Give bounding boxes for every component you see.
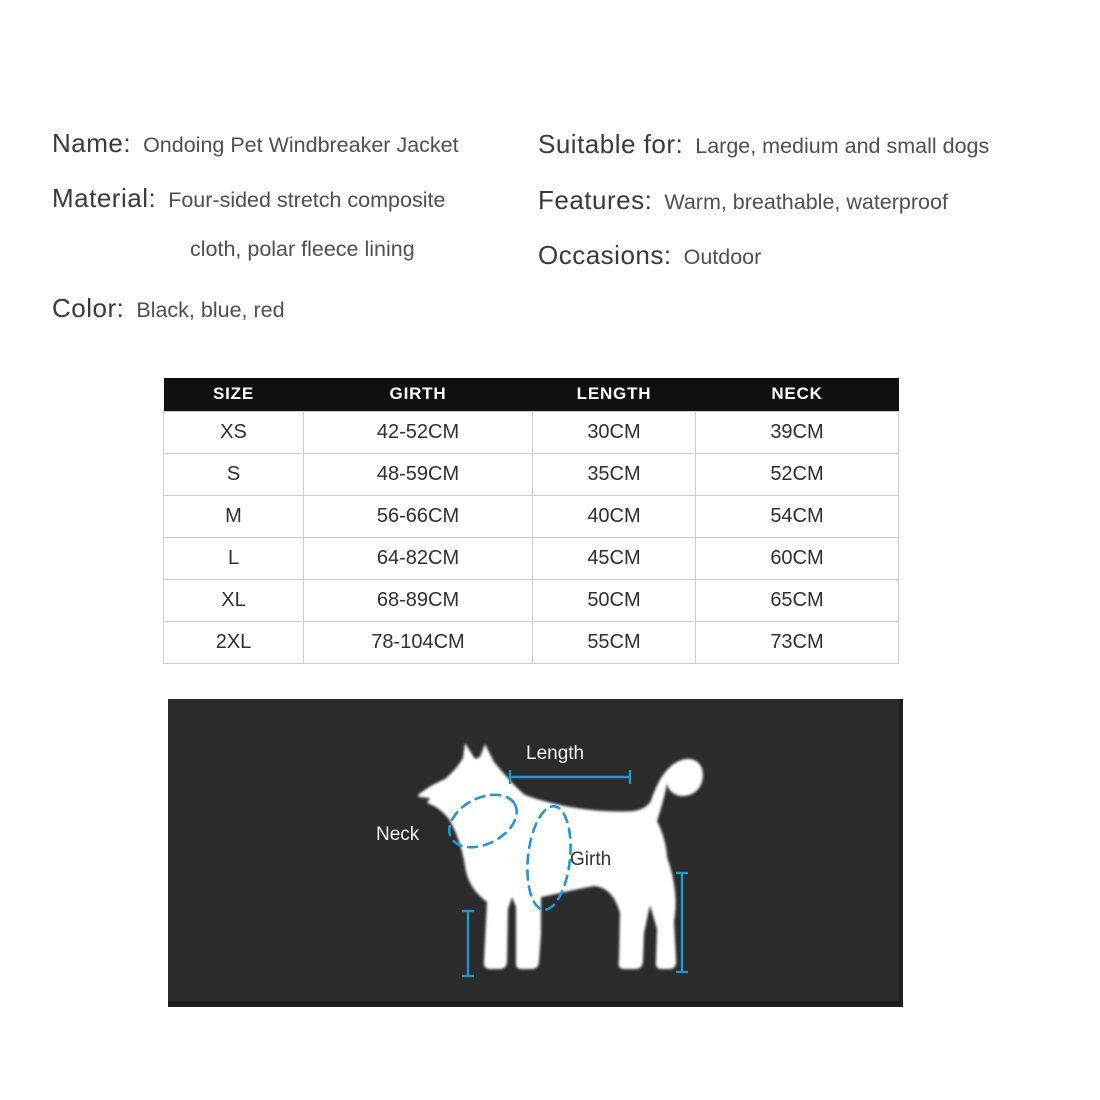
features-label: Features: [538, 185, 653, 215]
cell-girth: 48-59CM [304, 453, 533, 495]
neck-label: Neck [376, 824, 420, 845]
header-size: SIZE [164, 378, 304, 411]
cell-neck: 52CM [696, 453, 899, 495]
cell-length: 45CM [533, 537, 696, 579]
size-chart-table [163, 378, 899, 664]
cell-length: 55CM [533, 621, 696, 663]
material-label: Material: [52, 183, 157, 213]
cell-size: 2XL [164, 621, 304, 663]
material-value-line2: cloth, polar fleece lining [190, 237, 415, 261]
occasions-value: Outdoor [683, 245, 762, 269]
cell-size: S [164, 453, 304, 495]
color-label: Color: [52, 293, 125, 323]
table-row [164, 453, 899, 495]
features-value: Warm, breathable, waterproof [664, 190, 948, 214]
material-value-line1: Four-sided stretch composite [168, 188, 446, 212]
name-value: Ondoing Pet Windbreaker Jacket [143, 133, 459, 157]
cell-size: M [164, 495, 304, 537]
spec-row-name [52, 128, 459, 159]
suitable-for-label: Suitable for: [538, 129, 684, 159]
front-height-measure-line [462, 911, 474, 976]
cell-length: 35CM [533, 453, 696, 495]
cell-girth: 68-89CM [304, 579, 533, 621]
cell-neck: 65CM [696, 579, 899, 621]
name-label: Name: [52, 128, 132, 158]
cell-girth: 78-104CM [304, 621, 533, 663]
cell-girth: 64-82CM [304, 537, 533, 579]
cell-size: L [164, 537, 304, 579]
rear-height-measure-line [676, 873, 688, 972]
spec-row-occasions [538, 240, 761, 271]
girth-label: Girth [570, 849, 612, 870]
header-girth: GIRTH [304, 378, 533, 411]
cell-length: 50CM [533, 579, 696, 621]
cell-girth: 42-52CM [304, 411, 533, 453]
spec-row-features [538, 185, 948, 216]
table-row [164, 537, 899, 579]
cell-size: XS [164, 411, 304, 453]
cell-length: 30CM [533, 411, 696, 453]
cell-neck: 54CM [696, 495, 899, 537]
measurement-diagram-panel [168, 699, 903, 1007]
suitable-for-value: Large, medium and small dogs [695, 134, 990, 158]
cell-girth: 56-66CM [304, 495, 533, 537]
cell-size: XL [164, 579, 304, 621]
size-table-header-row [164, 378, 899, 411]
cell-neck: 60CM [696, 537, 899, 579]
color-value: Black, blue, red [136, 298, 285, 322]
spec-row-suitable-for [538, 129, 989, 160]
length-measure-line [510, 770, 630, 784]
length-label: Length [526, 743, 585, 764]
table-row [164, 621, 899, 663]
table-row [164, 579, 899, 621]
spec-row-material [52, 183, 445, 214]
header-length: LENGTH [533, 378, 696, 411]
occasions-label: Occasions: [538, 240, 672, 270]
cell-length: 40CM [533, 495, 696, 537]
cell-neck: 73CM [696, 621, 899, 663]
cell-neck: 39CM [696, 411, 899, 453]
table-row [164, 411, 899, 453]
spec-row-color [52, 293, 285, 324]
header-neck: NECK [696, 378, 899, 411]
table-row [164, 495, 899, 537]
